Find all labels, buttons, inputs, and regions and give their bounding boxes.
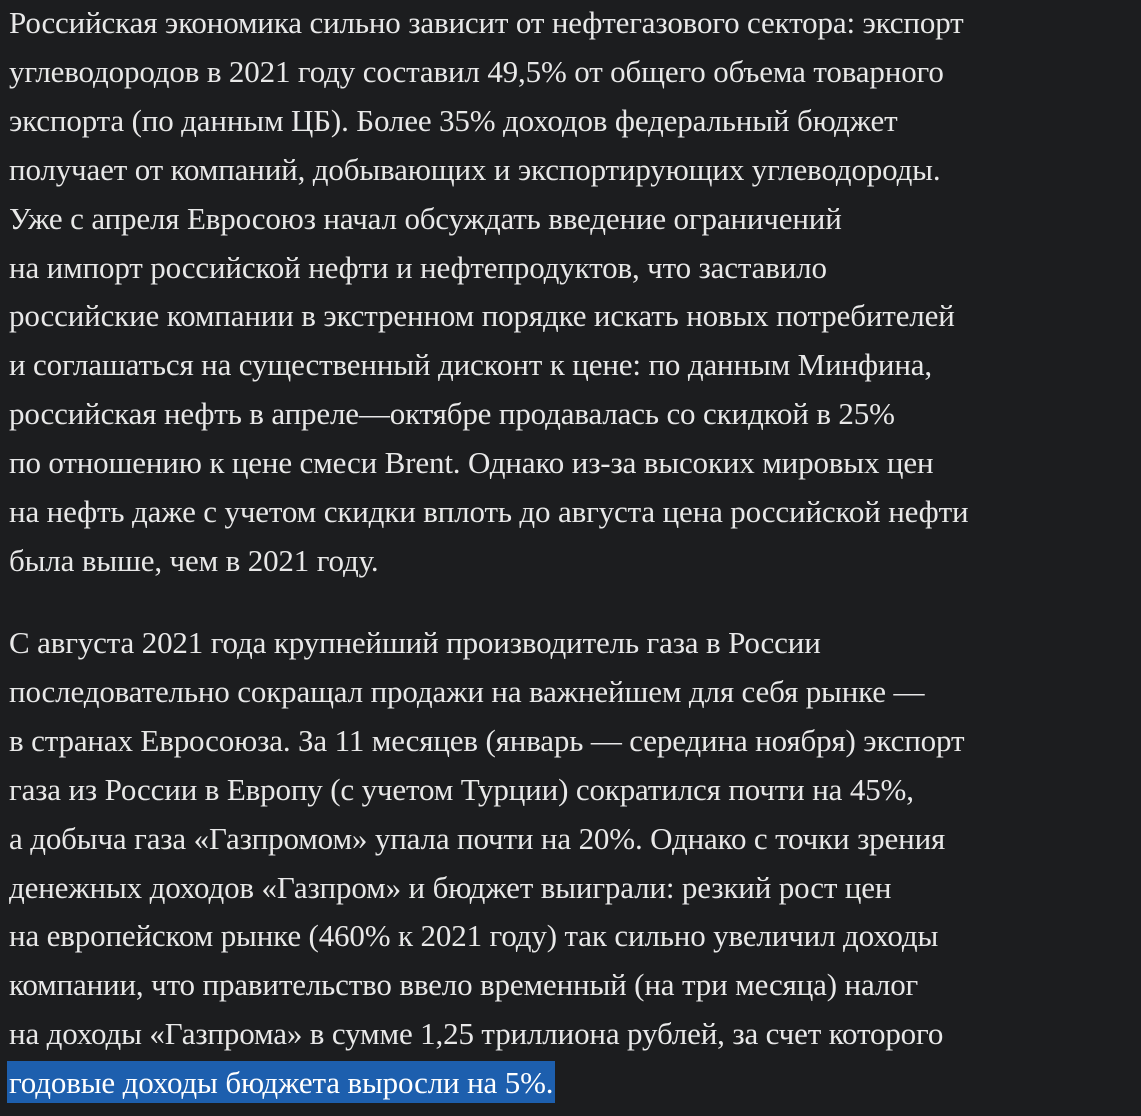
text-selection-highlight[interactable]: годовые доходы бюджета выросли на 5%. [7, 1061, 555, 1103]
text-line: российские компании в экстренном порядке искать новых потребителей [9, 298, 955, 334]
text-line: Российская экономика сильно зависит от нефтегазового сектора: экспорт [9, 5, 964, 40]
text-line: по отношению к цене смеси Brent. Однако из-за высоких мировых цен [9, 445, 934, 481]
text-line: компании, что правительство ввело временный (на три месяца) налог [9, 967, 919, 1003]
paragraph-oil-gas-dependence [9, 0, 968, 586]
text-line-selected [9, 1059, 964, 1108]
text-line: экспорта (по данным ЦБ). Более 35% доходов федеральный бюджет [9, 102, 898, 138]
text-line: и соглашаться на существенный дисконт к цене: по данным Минфина, [9, 347, 933, 383]
text-line: на доходы «Газпрома» в сумме 1,25 триллиона рублей, за счет которого [9, 1016, 944, 1052]
text-line: на европейском рынке (460% к 2021 году) так сильно увеличил доходы [9, 918, 939, 954]
text-line: Уже с апреля Евросоюз начал обсуждать введение ограничений [9, 200, 842, 236]
text-line: получает от компаний, добывающих и экспортирующих углеводороды. [9, 151, 941, 187]
text-line: С августа 2021 года крупнейший производитель газа в России [9, 625, 821, 660]
text-line: а добыча газа «Газпромом» упала почти на 20%. Однако с точки зрения [9, 820, 946, 856]
text-line: углеводородов в 2021 году составил 49,5% от общего объема товарного [9, 53, 944, 89]
text-line: на импорт российской нефти и нефтепродуктов, что заставило [9, 249, 827, 285]
text-line: в странах Евросоюза. За 11 месяцев (январь — середина ноября) экспорт [9, 722, 965, 758]
text-line: была выше, чем в 2021 году. [9, 542, 379, 578]
text-line: газа из России в Европу (с учетом Турции) сократился почти на 45%, [9, 771, 914, 807]
text-line: последовательно сокращал продажи на важнейшем для себя рынке — [9, 673, 925, 709]
paragraph-gazprom-exports [9, 619, 964, 1108]
text-line: российская нефть в апреле—октябре продавалась со скидкой в 25% [9, 396, 895, 432]
text-line: на нефть даже с учетом скидки вплоть до августа цена российской нефти [9, 494, 969, 530]
text-line: денежных доходов «Газпром» и бюджет выиграли: резкий рост цен [9, 869, 892, 905]
